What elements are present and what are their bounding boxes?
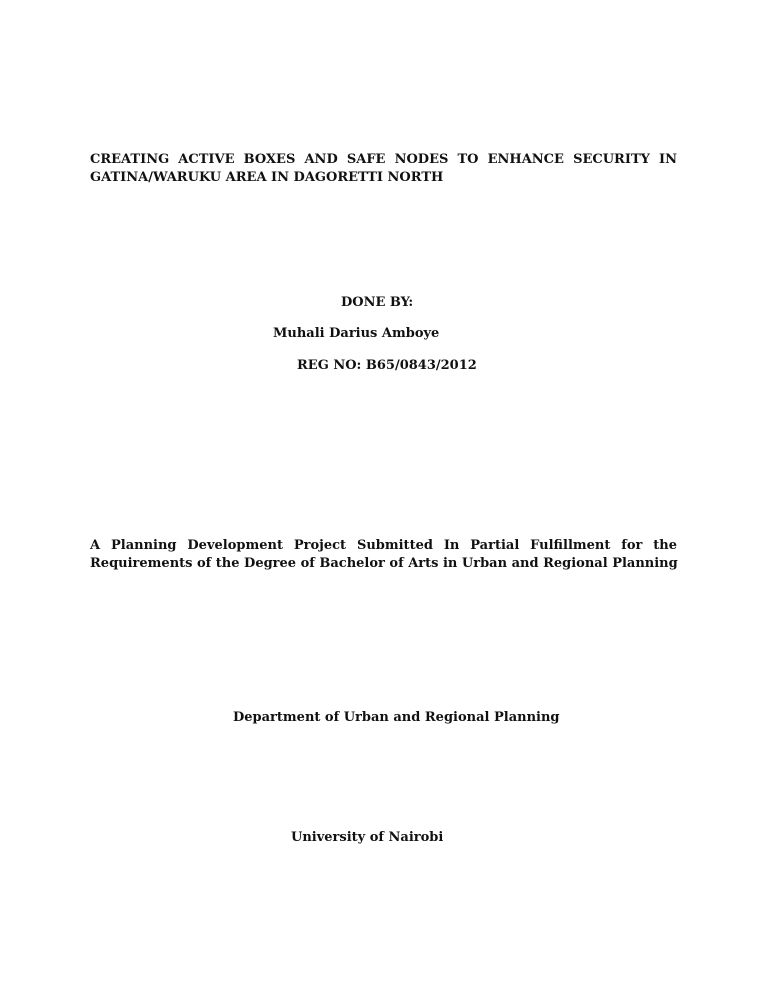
document-title-line-1: CREATING ACTIVE BOXES AND SAFE NODES TO ENHANCE SECURITY IN (90, 152, 677, 167)
registration-number: REG NO: B65/0843/2012 (297, 358, 477, 373)
department-name: Department of Urban and Regional Planning (233, 710, 560, 725)
university-name: University of Nairobi (291, 830, 444, 845)
submission-line-2: Requirements of the Degree of Bachelor of Arts in Urban and Regional Planning (90, 556, 678, 571)
submission-line-1: A Planning Development Project Submitted In Partial Fulfillment for the (90, 538, 677, 553)
author-name: Muhali Darius Amboye (273, 326, 440, 341)
document-title-line-2: GATINA/WARUKU AREA IN DAGORETTI NORTH (90, 170, 444, 185)
submission-statement (90, 537, 677, 573)
done-by-label: DONE BY: (341, 295, 414, 310)
document-title (90, 151, 677, 187)
